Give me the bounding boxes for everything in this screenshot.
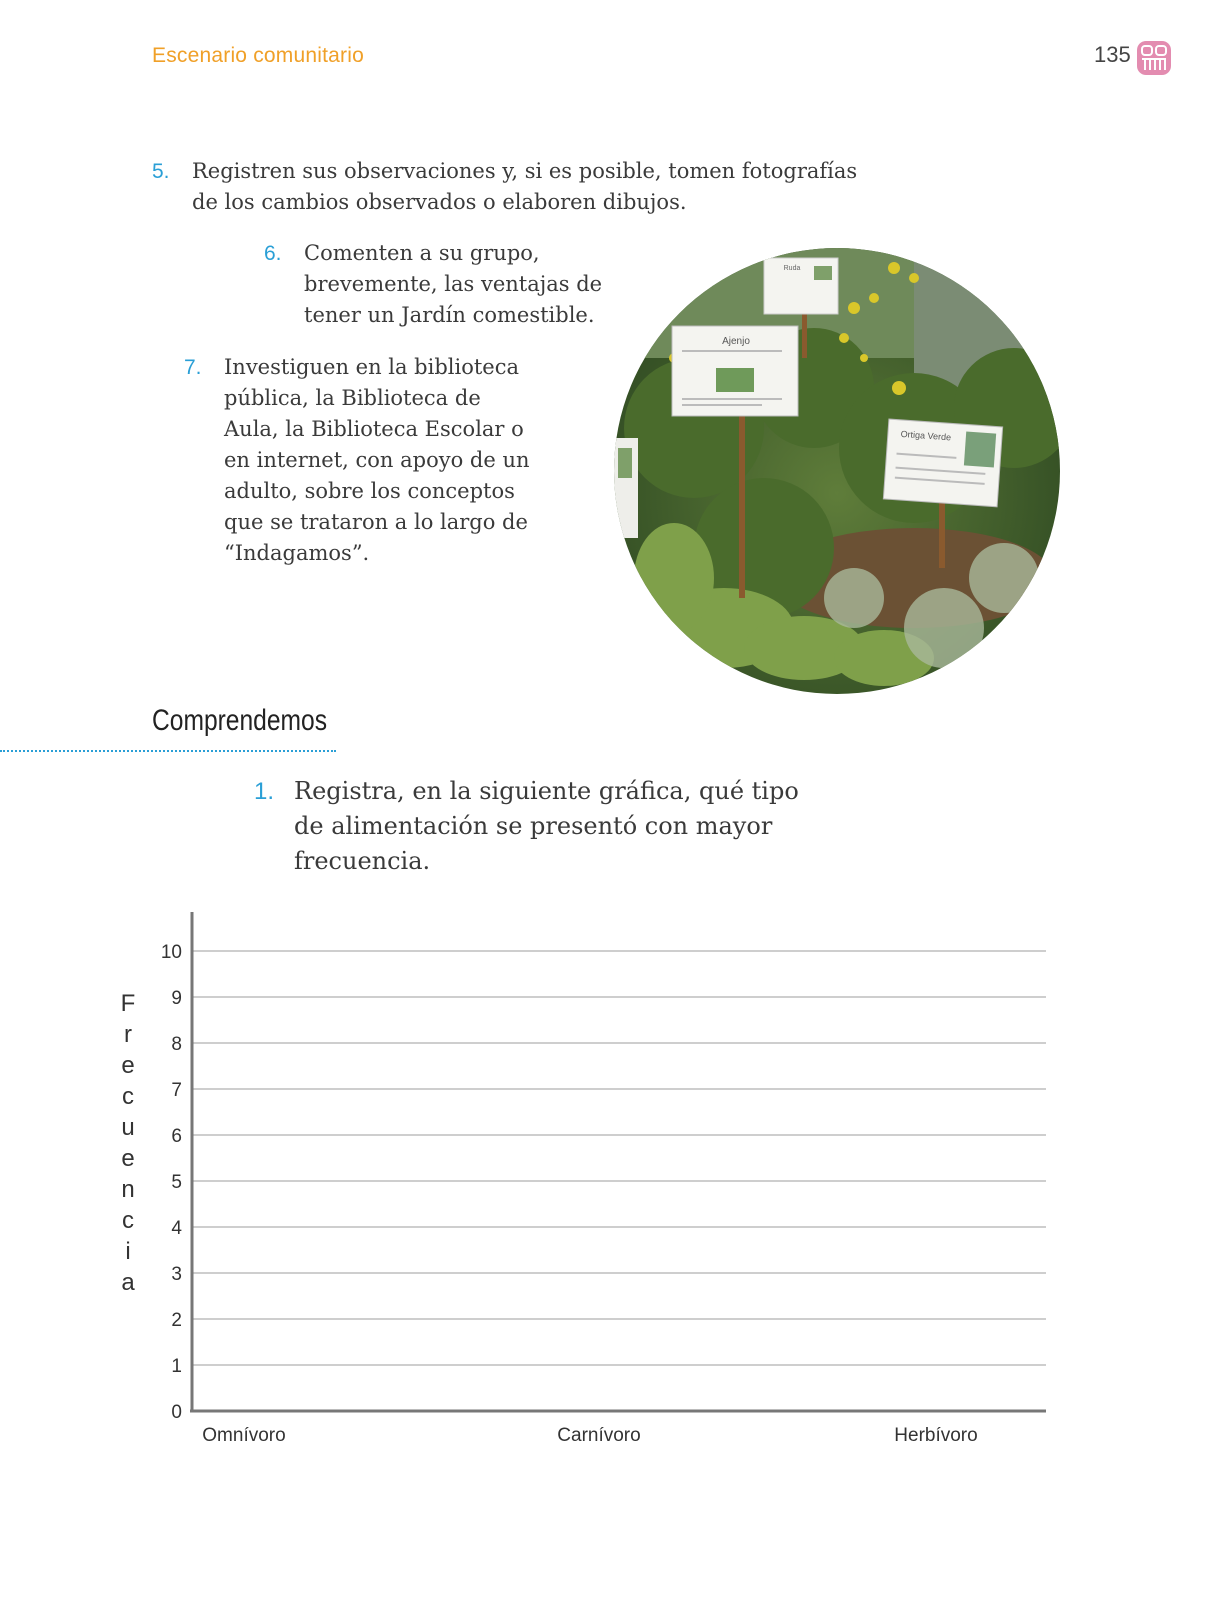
- y-axis-label-letter: c: [122, 1083, 134, 1110]
- y-tick-label: 10: [160, 942, 182, 963]
- x-axis-ticks: [202, 1425, 977, 1446]
- step-7: [184, 352, 564, 569]
- y-tick-label: 2: [171, 1310, 182, 1331]
- garden-photo: [614, 248, 1060, 694]
- plant-sign: [672, 326, 798, 416]
- x-tick-label: Carnívoro: [557, 1425, 641, 1446]
- step-line: Comenten a su grupo,: [304, 241, 540, 265]
- plant-sign-label: Ajenjo: [722, 336, 750, 347]
- step-line: frecuencia.: [294, 847, 431, 875]
- y-tick-label: 7: [171, 1080, 182, 1101]
- step-line: brevemente, las ventajas de: [304, 272, 603, 296]
- comprendemos-step-1: [254, 774, 894, 879]
- y-axis-label-letter: e: [121, 1145, 135, 1172]
- step-number: 6.: [264, 242, 282, 265]
- y-axis-label: [121, 990, 136, 1296]
- step-number: 5.: [152, 160, 170, 183]
- chart-grid: [192, 951, 1046, 1365]
- x-tick-label: Herbívoro: [894, 1425, 978, 1446]
- y-axis-label-letter: e: [121, 1052, 135, 1079]
- y-tick-label: 9: [171, 988, 182, 1009]
- y-axis-label-letter: a: [121, 1269, 135, 1296]
- y-axis-label-letter: n: [121, 1176, 135, 1203]
- step-number: 1.: [254, 778, 275, 805]
- step-line: “Indagamos”.: [224, 541, 370, 565]
- x-tick-label: Omnívoro: [202, 1425, 286, 1446]
- step-line: de alimentación se presentó con mayor: [294, 812, 773, 840]
- plant-sign-label: Ruda: [783, 265, 801, 272]
- y-axis-ticks: [161, 942, 183, 1423]
- step-line: Investiguen en la biblioteca: [224, 355, 520, 379]
- glyph-logo-icon: [1136, 40, 1172, 76]
- header-section-title: Escenario comunitario: [152, 44, 364, 67]
- section-title: Comprendemos: [152, 704, 328, 737]
- y-axis-label-letter: u: [121, 1114, 135, 1141]
- y-tick-label: 1: [171, 1356, 182, 1377]
- y-tick-label: 4: [171, 1218, 182, 1239]
- plant-sign-label: Ortiga Verde: [900, 428, 952, 443]
- y-axis-label-letter: r: [124, 1021, 132, 1048]
- garden-illustration: [614, 248, 1060, 694]
- y-tick-label: 6: [171, 1126, 182, 1147]
- step-line: adulto, sobre los conceptos: [224, 479, 515, 503]
- y-axis-label-letter: c: [122, 1207, 134, 1234]
- step-6: [264, 238, 624, 331]
- y-axis-label-letter: i: [125, 1238, 131, 1265]
- step-number: 7.: [184, 356, 202, 379]
- step-line: Registren sus observaciones y, si es posible, tomen fotografías: [192, 159, 858, 183]
- step-line: pública, la Biblioteca de: [224, 386, 481, 410]
- plant-sign: [764, 258, 838, 314]
- frequency-chart: [0, 900, 1214, 1460]
- step-line: en internet, con apoyo de un: [224, 448, 530, 472]
- step-line: tener un Jardín comestible.: [304, 303, 595, 327]
- step-line: de los cambios observados o elaboren dibujos.: [192, 190, 687, 214]
- plant-sign: [883, 419, 1002, 507]
- y-tick-label: 5: [171, 1172, 182, 1193]
- y-tick-label: 3: [171, 1264, 182, 1285]
- step-line: Registra, en la siguiente gráfica, qué tipo: [294, 777, 799, 805]
- step-line: que se trataron a lo largo de: [224, 510, 528, 534]
- y-tick-label: 0: [171, 1402, 182, 1423]
- section-divider: [0, 750, 336, 752]
- y-tick-label: 8: [171, 1034, 182, 1055]
- step-line: Aula, la Biblioteca Escolar o: [224, 417, 524, 441]
- y-axis-label-letter: F: [120, 990, 136, 1017]
- step-5: [152, 156, 912, 218]
- page-number: 135: [1094, 42, 1131, 67]
